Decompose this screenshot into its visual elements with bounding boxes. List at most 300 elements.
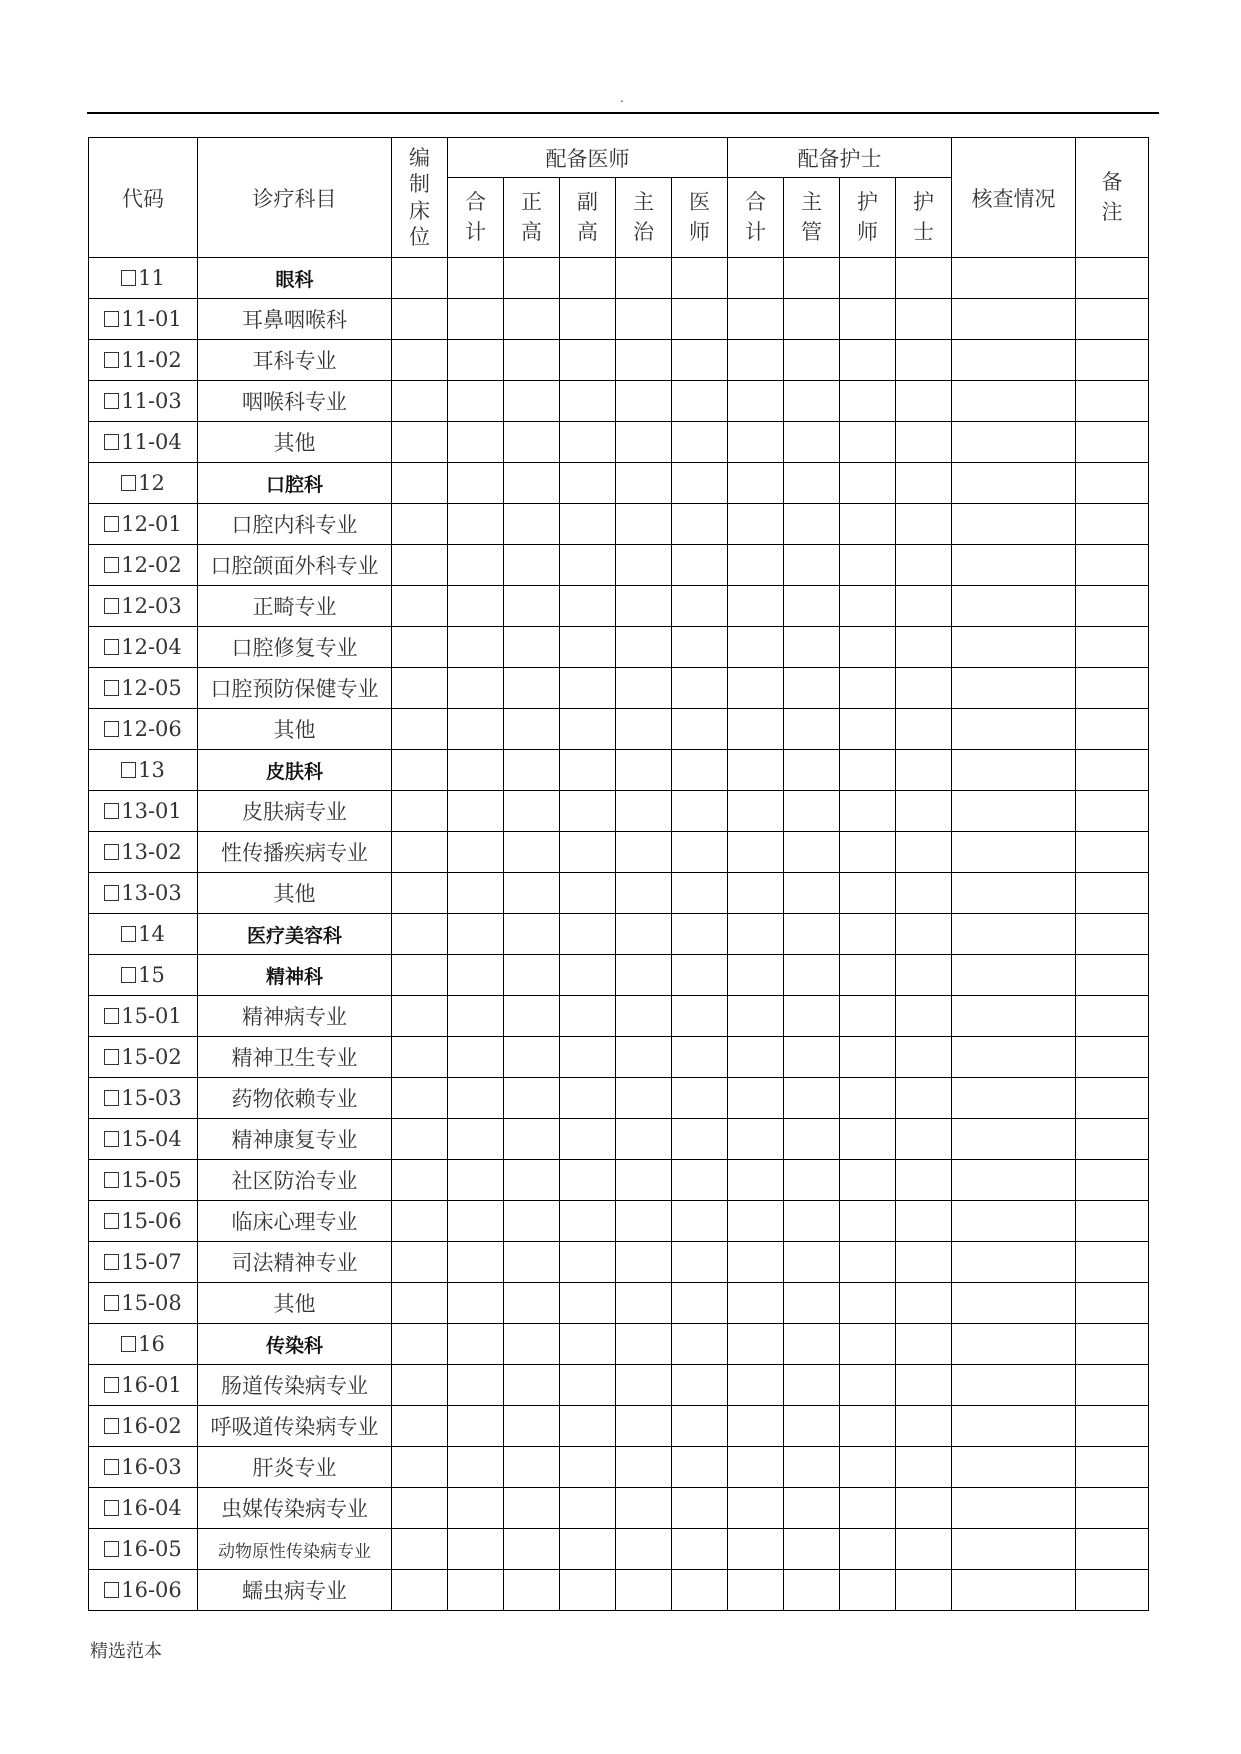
entry-cell[interactable]: [392, 1406, 448, 1447]
entry-cell[interactable]: [952, 1406, 1076, 1447]
entry-cell[interactable]: [896, 955, 952, 996]
entry-cell[interactable]: [616, 1037, 672, 1078]
entry-cell[interactable]: [560, 1324, 616, 1365]
entry-cell[interactable]: [672, 1365, 728, 1406]
entry-cell[interactable]: [952, 1078, 1076, 1119]
entry-cell[interactable]: [560, 1037, 616, 1078]
entry-cell[interactable]: [448, 1570, 504, 1611]
entry-cell[interactable]: [504, 1406, 560, 1447]
entry-cell[interactable]: [616, 381, 672, 422]
entry-cell[interactable]: [784, 1119, 840, 1160]
entry-cell[interactable]: [728, 1201, 784, 1242]
entry-cell[interactable]: [392, 340, 448, 381]
entry-cell[interactable]: [784, 914, 840, 955]
entry-cell[interactable]: [504, 873, 560, 914]
checkbox[interactable]: [104, 1295, 119, 1311]
entry-cell[interactable]: [672, 996, 728, 1037]
entry-cell[interactable]: [448, 1078, 504, 1119]
entry-cell[interactable]: [616, 1242, 672, 1283]
entry-cell[interactable]: [1076, 1529, 1149, 1570]
entry-cell[interactable]: [784, 258, 840, 299]
entry-cell[interactable]: [616, 504, 672, 545]
entry-cell[interactable]: [728, 1078, 784, 1119]
entry-cell[interactable]: [728, 627, 784, 668]
entry-cell[interactable]: [448, 1201, 504, 1242]
entry-cell[interactable]: [784, 1242, 840, 1283]
entry-cell[interactable]: [896, 996, 952, 1037]
checkbox[interactable]: [104, 557, 119, 573]
entry-cell[interactable]: [1076, 750, 1149, 791]
entry-cell[interactable]: [504, 1365, 560, 1406]
entry-cell[interactable]: [616, 1078, 672, 1119]
checkbox[interactable]: [104, 680, 119, 696]
entry-cell[interactable]: [952, 873, 1076, 914]
entry-cell[interactable]: [560, 299, 616, 340]
entry-cell[interactable]: [840, 381, 896, 422]
entry-cell[interactable]: [616, 1324, 672, 1365]
entry-cell[interactable]: [728, 791, 784, 832]
entry-cell[interactable]: [728, 996, 784, 1037]
entry-cell[interactable]: [896, 709, 952, 750]
entry-cell[interactable]: [672, 832, 728, 873]
entry-cell[interactable]: [896, 299, 952, 340]
entry-cell[interactable]: [616, 1529, 672, 1570]
entry-cell[interactable]: [504, 422, 560, 463]
entry-cell[interactable]: [952, 668, 1076, 709]
entry-cell[interactable]: [840, 791, 896, 832]
entry-cell[interactable]: [672, 340, 728, 381]
entry-cell[interactable]: [840, 1201, 896, 1242]
entry-cell[interactable]: [728, 340, 784, 381]
entry-cell[interactable]: [840, 1283, 896, 1324]
entry-cell[interactable]: [560, 1488, 616, 1529]
entry-cell[interactable]: [672, 1283, 728, 1324]
entry-cell[interactable]: [1076, 1160, 1149, 1201]
entry-cell[interactable]: [560, 1119, 616, 1160]
entry-cell[interactable]: [840, 1242, 896, 1283]
entry-cell[interactable]: [616, 1406, 672, 1447]
entry-cell[interactable]: [448, 1242, 504, 1283]
entry-cell[interactable]: [560, 504, 616, 545]
entry-cell[interactable]: [840, 709, 896, 750]
checkbox[interactable]: [104, 885, 119, 901]
entry-cell[interactable]: [560, 1283, 616, 1324]
entry-cell[interactable]: [1076, 914, 1149, 955]
entry-cell[interactable]: [896, 832, 952, 873]
entry-cell[interactable]: [896, 258, 952, 299]
entry-cell[interactable]: [952, 1283, 1076, 1324]
entry-cell[interactable]: [1076, 668, 1149, 709]
entry-cell[interactable]: [1076, 1078, 1149, 1119]
entry-cell[interactable]: [672, 627, 728, 668]
entry-cell[interactable]: [896, 504, 952, 545]
entry-cell[interactable]: [392, 791, 448, 832]
entry-cell[interactable]: [672, 1447, 728, 1488]
entry-cell[interactable]: [560, 1447, 616, 1488]
entry-cell[interactable]: [560, 1406, 616, 1447]
entry-cell[interactable]: [1076, 504, 1149, 545]
entry-cell[interactable]: [672, 381, 728, 422]
entry-cell[interactable]: [504, 545, 560, 586]
checkbox[interactable]: [104, 639, 119, 655]
entry-cell[interactable]: [392, 668, 448, 709]
entry-cell[interactable]: [504, 996, 560, 1037]
checkbox[interactable]: [121, 926, 136, 942]
entry-cell[interactable]: [896, 463, 952, 504]
entry-cell[interactable]: [840, 1406, 896, 1447]
entry-cell[interactable]: [840, 422, 896, 463]
entry-cell[interactable]: [784, 627, 840, 668]
entry-cell[interactable]: [1076, 586, 1149, 627]
entry-cell[interactable]: [896, 1119, 952, 1160]
entry-cell[interactable]: [392, 1242, 448, 1283]
entry-cell[interactable]: [784, 709, 840, 750]
entry-cell[interactable]: [840, 914, 896, 955]
entry-cell[interactable]: [504, 1037, 560, 1078]
entry-cell[interactable]: [448, 955, 504, 996]
entry-cell[interactable]: [952, 463, 1076, 504]
entry-cell[interactable]: [392, 955, 448, 996]
entry-cell[interactable]: [616, 996, 672, 1037]
entry-cell[interactable]: [448, 1037, 504, 1078]
entry-cell[interactable]: [784, 955, 840, 996]
entry-cell[interactable]: [560, 832, 616, 873]
entry-cell[interactable]: [952, 709, 1076, 750]
entry-cell[interactable]: [448, 504, 504, 545]
entry-cell[interactable]: [728, 1037, 784, 1078]
entry-cell[interactable]: [392, 1324, 448, 1365]
checkbox[interactable]: [104, 721, 119, 737]
entry-cell[interactable]: [448, 914, 504, 955]
entry-cell[interactable]: [616, 1201, 672, 1242]
entry-cell[interactable]: [448, 340, 504, 381]
entry-cell[interactable]: [728, 914, 784, 955]
entry-cell[interactable]: [616, 258, 672, 299]
checkbox[interactable]: [104, 434, 119, 450]
checkbox[interactable]: [104, 311, 119, 327]
checkbox[interactable]: [104, 1459, 119, 1475]
entry-cell[interactable]: [840, 1529, 896, 1570]
entry-cell[interactable]: [560, 422, 616, 463]
entry-cell[interactable]: [896, 791, 952, 832]
entry-cell[interactable]: [952, 1447, 1076, 1488]
entry-cell[interactable]: [448, 1324, 504, 1365]
entry-cell[interactable]: [784, 504, 840, 545]
entry-cell[interactable]: [952, 996, 1076, 1037]
entry-cell[interactable]: [616, 422, 672, 463]
entry-cell[interactable]: [896, 1406, 952, 1447]
checkbox[interactable]: [104, 1541, 119, 1557]
checkbox[interactable]: [104, 516, 119, 532]
entry-cell[interactable]: [952, 504, 1076, 545]
entry-cell[interactable]: [672, 914, 728, 955]
entry-cell[interactable]: [784, 1078, 840, 1119]
entry-cell[interactable]: [392, 1078, 448, 1119]
entry-cell[interactable]: [448, 1283, 504, 1324]
entry-cell[interactable]: [560, 258, 616, 299]
entry-cell[interactable]: [672, 504, 728, 545]
entry-cell[interactable]: [504, 1201, 560, 1242]
entry-cell[interactable]: [672, 791, 728, 832]
entry-cell[interactable]: [1076, 832, 1149, 873]
entry-cell[interactable]: [392, 750, 448, 791]
entry-cell[interactable]: [672, 1242, 728, 1283]
entry-cell[interactable]: [952, 1242, 1076, 1283]
entry-cell[interactable]: [840, 832, 896, 873]
entry-cell[interactable]: [448, 1529, 504, 1570]
entry-cell[interactable]: [784, 1406, 840, 1447]
entry-cell[interactable]: [616, 627, 672, 668]
checkbox[interactable]: [104, 1254, 119, 1270]
entry-cell[interactable]: [504, 1570, 560, 1611]
entry-cell[interactable]: [896, 873, 952, 914]
entry-cell[interactable]: [840, 1037, 896, 1078]
entry-cell[interactable]: [952, 1037, 1076, 1078]
entry-cell[interactable]: [560, 627, 616, 668]
entry-cell[interactable]: [672, 422, 728, 463]
entry-cell[interactable]: [504, 299, 560, 340]
entry-cell[interactable]: [392, 1283, 448, 1324]
entry-cell[interactable]: [448, 1160, 504, 1201]
entry-cell[interactable]: [560, 996, 616, 1037]
entry-cell[interactable]: [1076, 709, 1149, 750]
entry-cell[interactable]: [560, 1529, 616, 1570]
entry-cell[interactable]: [560, 340, 616, 381]
entry-cell[interactable]: [504, 1119, 560, 1160]
entry-cell[interactable]: [504, 750, 560, 791]
entry-cell[interactable]: [672, 709, 728, 750]
entry-cell[interactable]: [504, 709, 560, 750]
entry-cell[interactable]: [392, 1570, 448, 1611]
checkbox[interactable]: [121, 967, 136, 983]
entry-cell[interactable]: [1076, 627, 1149, 668]
entry-cell[interactable]: [784, 750, 840, 791]
entry-cell[interactable]: [840, 627, 896, 668]
entry-cell[interactable]: [1076, 422, 1149, 463]
entry-cell[interactable]: [840, 1570, 896, 1611]
entry-cell[interactable]: [728, 299, 784, 340]
entry-cell[interactable]: [840, 1078, 896, 1119]
entry-cell[interactable]: [896, 1488, 952, 1529]
entry-cell[interactable]: [504, 340, 560, 381]
entry-cell[interactable]: [728, 873, 784, 914]
entry-cell[interactable]: [504, 1488, 560, 1529]
entry-cell[interactable]: [896, 750, 952, 791]
entry-cell[interactable]: [840, 1365, 896, 1406]
entry-cell[interactable]: [784, 996, 840, 1037]
entry-cell[interactable]: [952, 258, 1076, 299]
entry-cell[interactable]: [840, 1447, 896, 1488]
entry-cell[interactable]: [392, 709, 448, 750]
entry-cell[interactable]: [616, 914, 672, 955]
entry-cell[interactable]: [392, 463, 448, 504]
entry-cell[interactable]: [504, 586, 560, 627]
entry-cell[interactable]: [392, 1160, 448, 1201]
entry-cell[interactable]: [728, 709, 784, 750]
entry-cell[interactable]: [952, 914, 1076, 955]
entry-cell[interactable]: [1076, 1283, 1149, 1324]
checkbox[interactable]: [104, 1213, 119, 1229]
entry-cell[interactable]: [784, 340, 840, 381]
entry-cell[interactable]: [896, 1160, 952, 1201]
entry-cell[interactable]: [952, 1488, 1076, 1529]
entry-cell[interactable]: [840, 1324, 896, 1365]
checkbox[interactable]: [121, 475, 136, 491]
checkbox[interactable]: [104, 598, 119, 614]
entry-cell[interactable]: [784, 668, 840, 709]
checkbox[interactable]: [104, 1500, 119, 1516]
entry-cell[interactable]: [504, 463, 560, 504]
entry-cell[interactable]: [392, 1119, 448, 1160]
entry-cell[interactable]: [504, 504, 560, 545]
entry-cell[interactable]: [448, 463, 504, 504]
entry-cell[interactable]: [672, 750, 728, 791]
entry-cell[interactable]: [672, 1488, 728, 1529]
entry-cell[interactable]: [840, 545, 896, 586]
entry-cell[interactable]: [784, 1037, 840, 1078]
entry-cell[interactable]: [392, 627, 448, 668]
entry-cell[interactable]: [616, 955, 672, 996]
checkbox[interactable]: [104, 1418, 119, 1434]
entry-cell[interactable]: [448, 832, 504, 873]
entry-cell[interactable]: [728, 1160, 784, 1201]
entry-cell[interactable]: [728, 258, 784, 299]
entry-cell[interactable]: [784, 1447, 840, 1488]
entry-cell[interactable]: [448, 381, 504, 422]
entry-cell[interactable]: [952, 832, 1076, 873]
entry-cell[interactable]: [672, 463, 728, 504]
entry-cell[interactable]: [392, 299, 448, 340]
entry-cell[interactable]: [784, 1160, 840, 1201]
entry-cell[interactable]: [392, 1037, 448, 1078]
entry-cell[interactable]: [616, 299, 672, 340]
entry-cell[interactable]: [616, 545, 672, 586]
entry-cell[interactable]: [616, 1447, 672, 1488]
entry-cell[interactable]: [840, 586, 896, 627]
checkbox[interactable]: [121, 270, 136, 286]
entry-cell[interactable]: [1076, 1242, 1149, 1283]
entry-cell[interactable]: [784, 1365, 840, 1406]
entry-cell[interactable]: [840, 996, 896, 1037]
entry-cell[interactable]: [560, 873, 616, 914]
entry-cell[interactable]: [392, 258, 448, 299]
entry-cell[interactable]: [504, 955, 560, 996]
entry-cell[interactable]: [616, 586, 672, 627]
entry-cell[interactable]: [896, 914, 952, 955]
entry-cell[interactable]: [728, 955, 784, 996]
entry-cell[interactable]: [1076, 1119, 1149, 1160]
entry-cell[interactable]: [1076, 791, 1149, 832]
entry-cell[interactable]: [672, 1119, 728, 1160]
entry-cell[interactable]: [840, 873, 896, 914]
entry-cell[interactable]: [392, 586, 448, 627]
entry-cell[interactable]: [728, 1324, 784, 1365]
entry-cell[interactable]: [896, 545, 952, 586]
entry-cell[interactable]: [952, 627, 1076, 668]
entry-cell[interactable]: [952, 299, 1076, 340]
checkbox[interactable]: [104, 1172, 119, 1188]
entry-cell[interactable]: [1076, 299, 1149, 340]
entry-cell[interactable]: [448, 709, 504, 750]
entry-cell[interactable]: [672, 1160, 728, 1201]
entry-cell[interactable]: [560, 668, 616, 709]
entry-cell[interactable]: [616, 750, 672, 791]
checkbox[interactable]: [121, 762, 136, 778]
entry-cell[interactable]: [728, 586, 784, 627]
checkbox[interactable]: [104, 1377, 119, 1393]
entry-cell[interactable]: [504, 1324, 560, 1365]
entry-cell[interactable]: [448, 996, 504, 1037]
entry-cell[interactable]: [560, 1078, 616, 1119]
entry-cell[interactable]: [392, 1529, 448, 1570]
entry-cell[interactable]: [392, 1365, 448, 1406]
entry-cell[interactable]: [1076, 258, 1149, 299]
entry-cell[interactable]: [1076, 1037, 1149, 1078]
entry-cell[interactable]: [672, 1324, 728, 1365]
entry-cell[interactable]: [672, 1529, 728, 1570]
entry-cell[interactable]: [1076, 873, 1149, 914]
entry-cell[interactable]: [1076, 1447, 1149, 1488]
entry-cell[interactable]: [728, 545, 784, 586]
entry-cell[interactable]: [448, 1488, 504, 1529]
entry-cell[interactable]: [784, 299, 840, 340]
entry-cell[interactable]: [896, 1529, 952, 1570]
entry-cell[interactable]: [728, 832, 784, 873]
entry-cell[interactable]: [392, 1201, 448, 1242]
entry-cell[interactable]: [728, 1488, 784, 1529]
entry-cell[interactable]: [952, 955, 1076, 996]
entry-cell[interactable]: [392, 914, 448, 955]
entry-cell[interactable]: [896, 1242, 952, 1283]
entry-cell[interactable]: [560, 791, 616, 832]
entry-cell[interactable]: [952, 422, 1076, 463]
entry-cell[interactable]: [448, 545, 504, 586]
entry-cell[interactable]: [616, 1365, 672, 1406]
entry-cell[interactable]: [672, 545, 728, 586]
entry-cell[interactable]: [504, 1283, 560, 1324]
entry-cell[interactable]: [672, 1201, 728, 1242]
entry-cell[interactable]: [560, 1570, 616, 1611]
entry-cell[interactable]: [1076, 545, 1149, 586]
checkbox[interactable]: [104, 1008, 119, 1024]
entry-cell[interactable]: [1076, 381, 1149, 422]
entry-cell[interactable]: [560, 709, 616, 750]
entry-cell[interactable]: [672, 1078, 728, 1119]
entry-cell[interactable]: [560, 463, 616, 504]
entry-cell[interactable]: [616, 709, 672, 750]
entry-cell[interactable]: [560, 1160, 616, 1201]
entry-cell[interactable]: [728, 504, 784, 545]
entry-cell[interactable]: [560, 914, 616, 955]
entry-cell[interactable]: [784, 1529, 840, 1570]
entry-cell[interactable]: [728, 381, 784, 422]
entry-cell[interactable]: [504, 258, 560, 299]
entry-cell[interactable]: [952, 340, 1076, 381]
entry-cell[interactable]: [672, 668, 728, 709]
entry-cell[interactable]: [1076, 1201, 1149, 1242]
entry-cell[interactable]: [1076, 1324, 1149, 1365]
entry-cell[interactable]: [560, 955, 616, 996]
entry-cell[interactable]: [896, 422, 952, 463]
entry-cell[interactable]: [1076, 1406, 1149, 1447]
entry-cell[interactable]: [504, 1078, 560, 1119]
entry-cell[interactable]: [392, 545, 448, 586]
entry-cell[interactable]: [840, 504, 896, 545]
checkbox[interactable]: [104, 1582, 119, 1598]
entry-cell[interactable]: [392, 832, 448, 873]
entry-cell[interactable]: [672, 955, 728, 996]
entry-cell[interactable]: [840, 955, 896, 996]
